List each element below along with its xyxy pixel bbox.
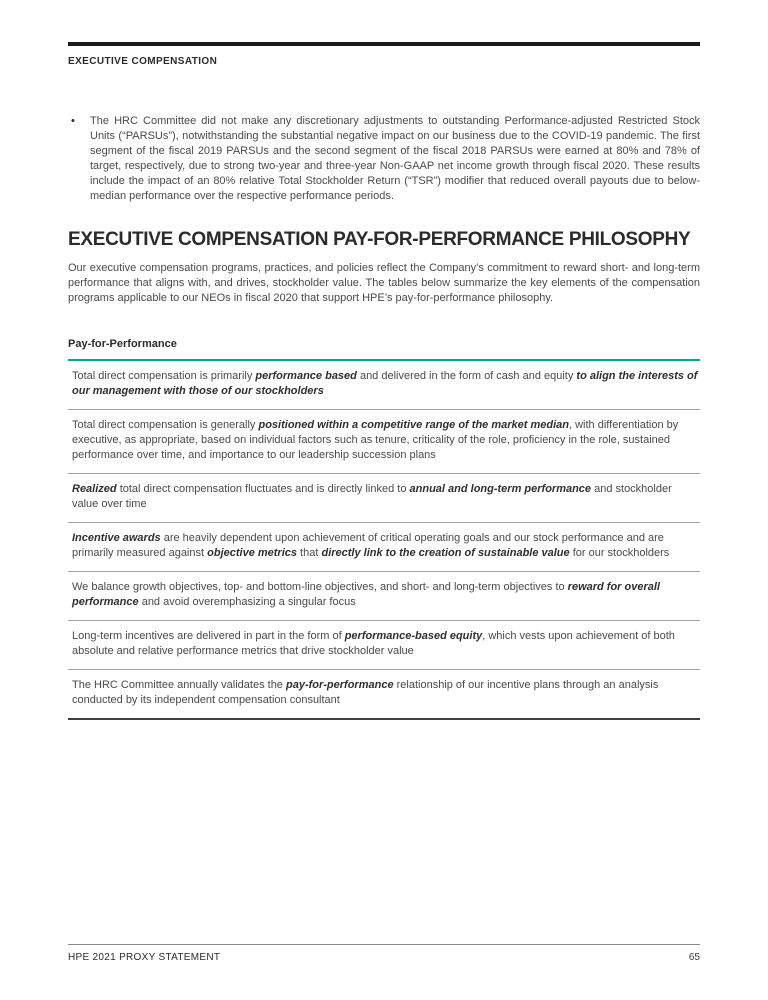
emphasis-text: performance-based equity [344, 630, 483, 642]
page-title: EXECUTIVE COMPENSATION PAY-FOR-PERFORMANCE PHILOSOPHY [68, 229, 691, 250]
pfp-row [68, 523, 700, 572]
emphasis-text: Incentive awards [72, 532, 161, 544]
pfp-rows [68, 361, 700, 720]
pfp-row [68, 474, 700, 523]
pfp-row [68, 572, 700, 621]
body-text: We balance growth objectives, top- and bottom-line objectives, and short- and long-term objectives to [72, 581, 568, 593]
bullet-text: The HRC Committee did not make any discretionary adjustments to outstanding Performance-adjusted Restricted Stock Units (“PARSUs”), notwithstanding the substantial negative impact on our business due to the COVID-19 pandemic. The first segment of the fiscal 2019 PARSUs and the second segment of the fiscal 2018 PARSUs were earned at 80% and 78% of target, respectively, due to strong two-year and three-year Non-GAAP net income growth through fiscal 2020. These results include the impact of an 80% relative Total Stockholder Return (“TSR”) modifier that reduced overall payouts due to below-median performance over the respective performance periods. [90, 115, 700, 202]
body-text: for our stockholders [569, 547, 670, 559]
page-number: 65 [688, 952, 700, 963]
body-text: are heavily dependent upon achievement of critical operating goals and our stock performance and are primarily measured against [72, 532, 664, 559]
emphasis-text: to align the interests of our management with those of our stockholders [72, 370, 698, 397]
section-label: EXECUTIVE COMPENSATION [68, 56, 218, 67]
body-text: that [297, 547, 322, 559]
footer-text: HPE 2021 PROXY STATEMENT [68, 952, 221, 963]
pfp-row [68, 621, 700, 670]
body-text: Total direct compensation is primarily [72, 370, 256, 382]
body-text: relationship of our incentive plans through an analysis conducted by its independent compensation consultant [72, 679, 659, 706]
emphasis-text: objective metrics [207, 547, 297, 559]
footer-divider [68, 944, 700, 945]
body-text: Long-term incentives are delivered in part in the form of [72, 630, 345, 642]
emphasis-text: reward for overall performance [72, 581, 660, 608]
body-text: and avoid overemphasizing a singular focus [138, 596, 356, 608]
pfp-row [68, 410, 700, 474]
pfp-row [68, 361, 700, 410]
table-title: Pay-for-Performance [68, 338, 177, 350]
pay-for-performance-table [68, 338, 700, 720]
bullet-list [68, 114, 700, 204]
body-text: , which vests upon achievement of both absolute and relative performance metrics that drive stockholder value [72, 630, 675, 657]
emphasis-text: pay-for-performance [285, 679, 394, 691]
body-text: and delivered in the form of cash and equity [356, 370, 577, 382]
emphasis-text: annual and long-term performance [409, 483, 592, 495]
bullet-marker: • [71, 115, 75, 127]
intro-paragraph: Our executive compensation programs, practices, and policies reflect the Company’s commitment to reward short- and long-term performance that aligns with, and drives, stockholder value. The tables below summarize the key elements of the compensation programs applicable to our NEOs in fiscal 2020 that support HPE’s pay-for-performance philosophy. [68, 262, 700, 304]
body-text: Total direct compensation is generally [72, 419, 259, 431]
body-text: , with differentiation by executive, as appropriate, based on individual factors such as tenure, criticality of the role, proficiency in the role, sustained performance over time, and importance to our leadership succession plans [72, 419, 679, 461]
body-text: total direct compensation fluctuates and is directly linked to [116, 483, 410, 495]
emphasis-text: positioned within a competitive range of the market median [258, 419, 569, 431]
emphasis-text: Realized [72, 483, 117, 495]
header-rule [68, 42, 700, 46]
body-text: The HRC Committee annually validates the [72, 679, 286, 691]
footer-line [68, 952, 700, 963]
page-content [68, 0, 700, 720]
page-footer [68, 944, 700, 963]
pfp-row [68, 670, 700, 720]
emphasis-text: directly link to the creation of sustainable value [321, 547, 570, 559]
emphasis-text: performance based [255, 370, 357, 382]
body-text: and stockholder value over time [72, 483, 672, 510]
